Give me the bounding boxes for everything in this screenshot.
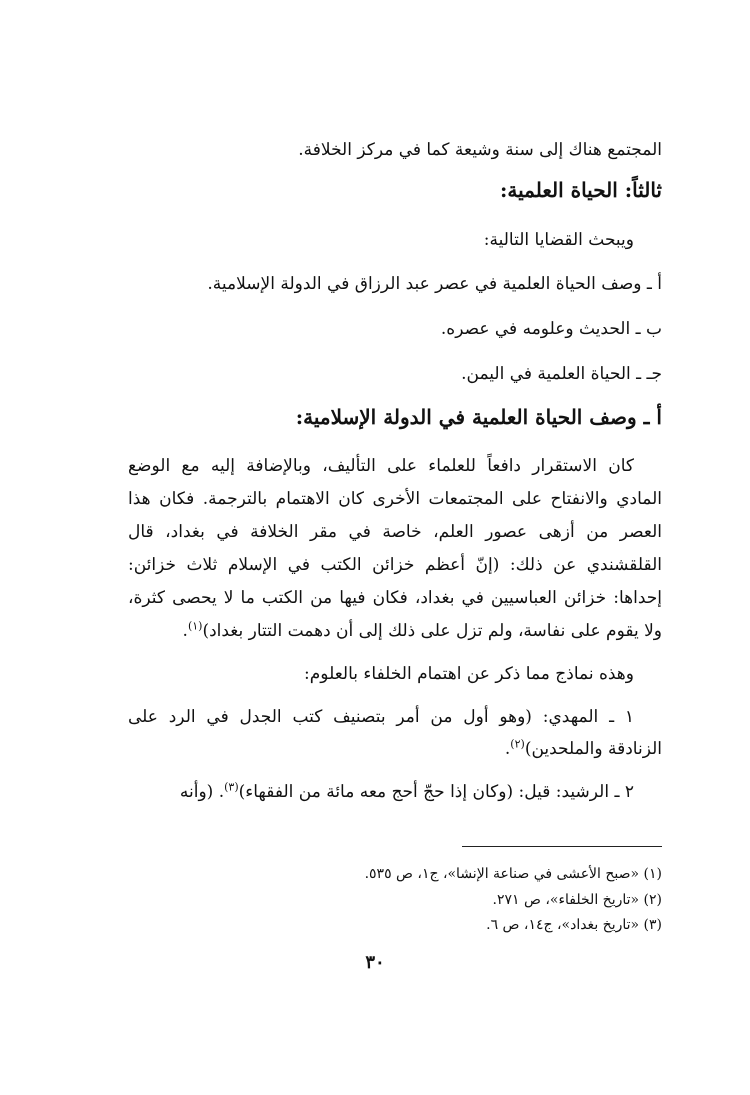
paragraph-line: كان الاستقرار دافعاً للعلماء على التأليف، وبالإضافة إليه مع الوضع [128, 456, 634, 476]
footnote-ref: (١) [187, 619, 203, 633]
paragraph-line: ١ ـ المهدي: (وهو أول من أمر بتصنيف كتب الجدل في الرد على [128, 707, 634, 727]
paragraph-line [128, 619, 662, 643]
list-item: ب ـ الحديث وعلومه في عصره. [440, 319, 662, 339]
paragraph-line: المادي والانفتاح على المجتمعات الأخرى كان الاهتمام بالترجمة. فكان هذا [128, 489, 662, 509]
paragraph-line: إحداها: خزائن العباسيين في بغداد، فكان فيها من الكتب ما لا يحصى كثرة، [128, 588, 662, 608]
paragraph-line [128, 737, 662, 761]
paragraph-end: . [504, 739, 511, 759]
list-item: جـ ـ الحياة العلمية في اليمن. [461, 364, 662, 384]
footnote: (٣) «تاريخ بغداد»، ج١٤، ص ٦. [486, 917, 662, 933]
footnote: (١) «صبح الأعشى في صناعة الإنشا»، ج١، ص ٥٣٥. [364, 866, 662, 882]
footnote-ref: (٢) [510, 737, 525, 751]
footnote-ref: (٣) [224, 780, 239, 794]
paragraph-text: الزنادقة والملحدين) [524, 739, 662, 759]
footnote: (٢) «تاريخ الخلفاء»، ص ٢٧١. [492, 892, 662, 908]
paragraph-end: . (وأنه [179, 782, 225, 802]
paragraph-line [128, 780, 662, 804]
body-line: المجتمع هناك إلى سنة وشيعة كما في مركز الخلافة. [298, 140, 662, 160]
paragraph-text: ٢ ـ الرشيد: قيل: (وكان إذا حجّ أحج معه مائة من الفقهاء) [238, 782, 634, 802]
paragraph-line: القلقشندي عن ذلك: (إنّ أعظم خزائن الكتب في الإسلام ثلاث خزائن: [128, 555, 662, 575]
body-line: ويبحث القضايا التالية: [483, 230, 634, 250]
subsection-heading: أ ـ وصف الحياة العلمية في الدولة الإسلامية: [295, 405, 662, 429]
list-item: أ ـ وصف الحياة العلمية في عصر عبد الرزاق في الدولة الإسلامية. [207, 274, 662, 294]
section-heading: ثالثاً: الحياة العلمية: [500, 178, 662, 202]
footnote-divider [462, 846, 662, 847]
paragraph-line: وهذه نماذج مما ذكر عن اهتمام الخلفاء بالعلوم: [304, 664, 634, 684]
paragraph-line: العصر من أزهى عصور العلم، خاصة في مقر الخلافة في بغداد، قال [128, 522, 662, 542]
paragraph-end: . [182, 621, 188, 641]
paragraph-text: ولا يقوم على نفاسة، ولم تزل على ذلك إلى أن دهمت التتار بغداد) [202, 621, 662, 641]
page-number: ٣٠ [365, 952, 385, 973]
